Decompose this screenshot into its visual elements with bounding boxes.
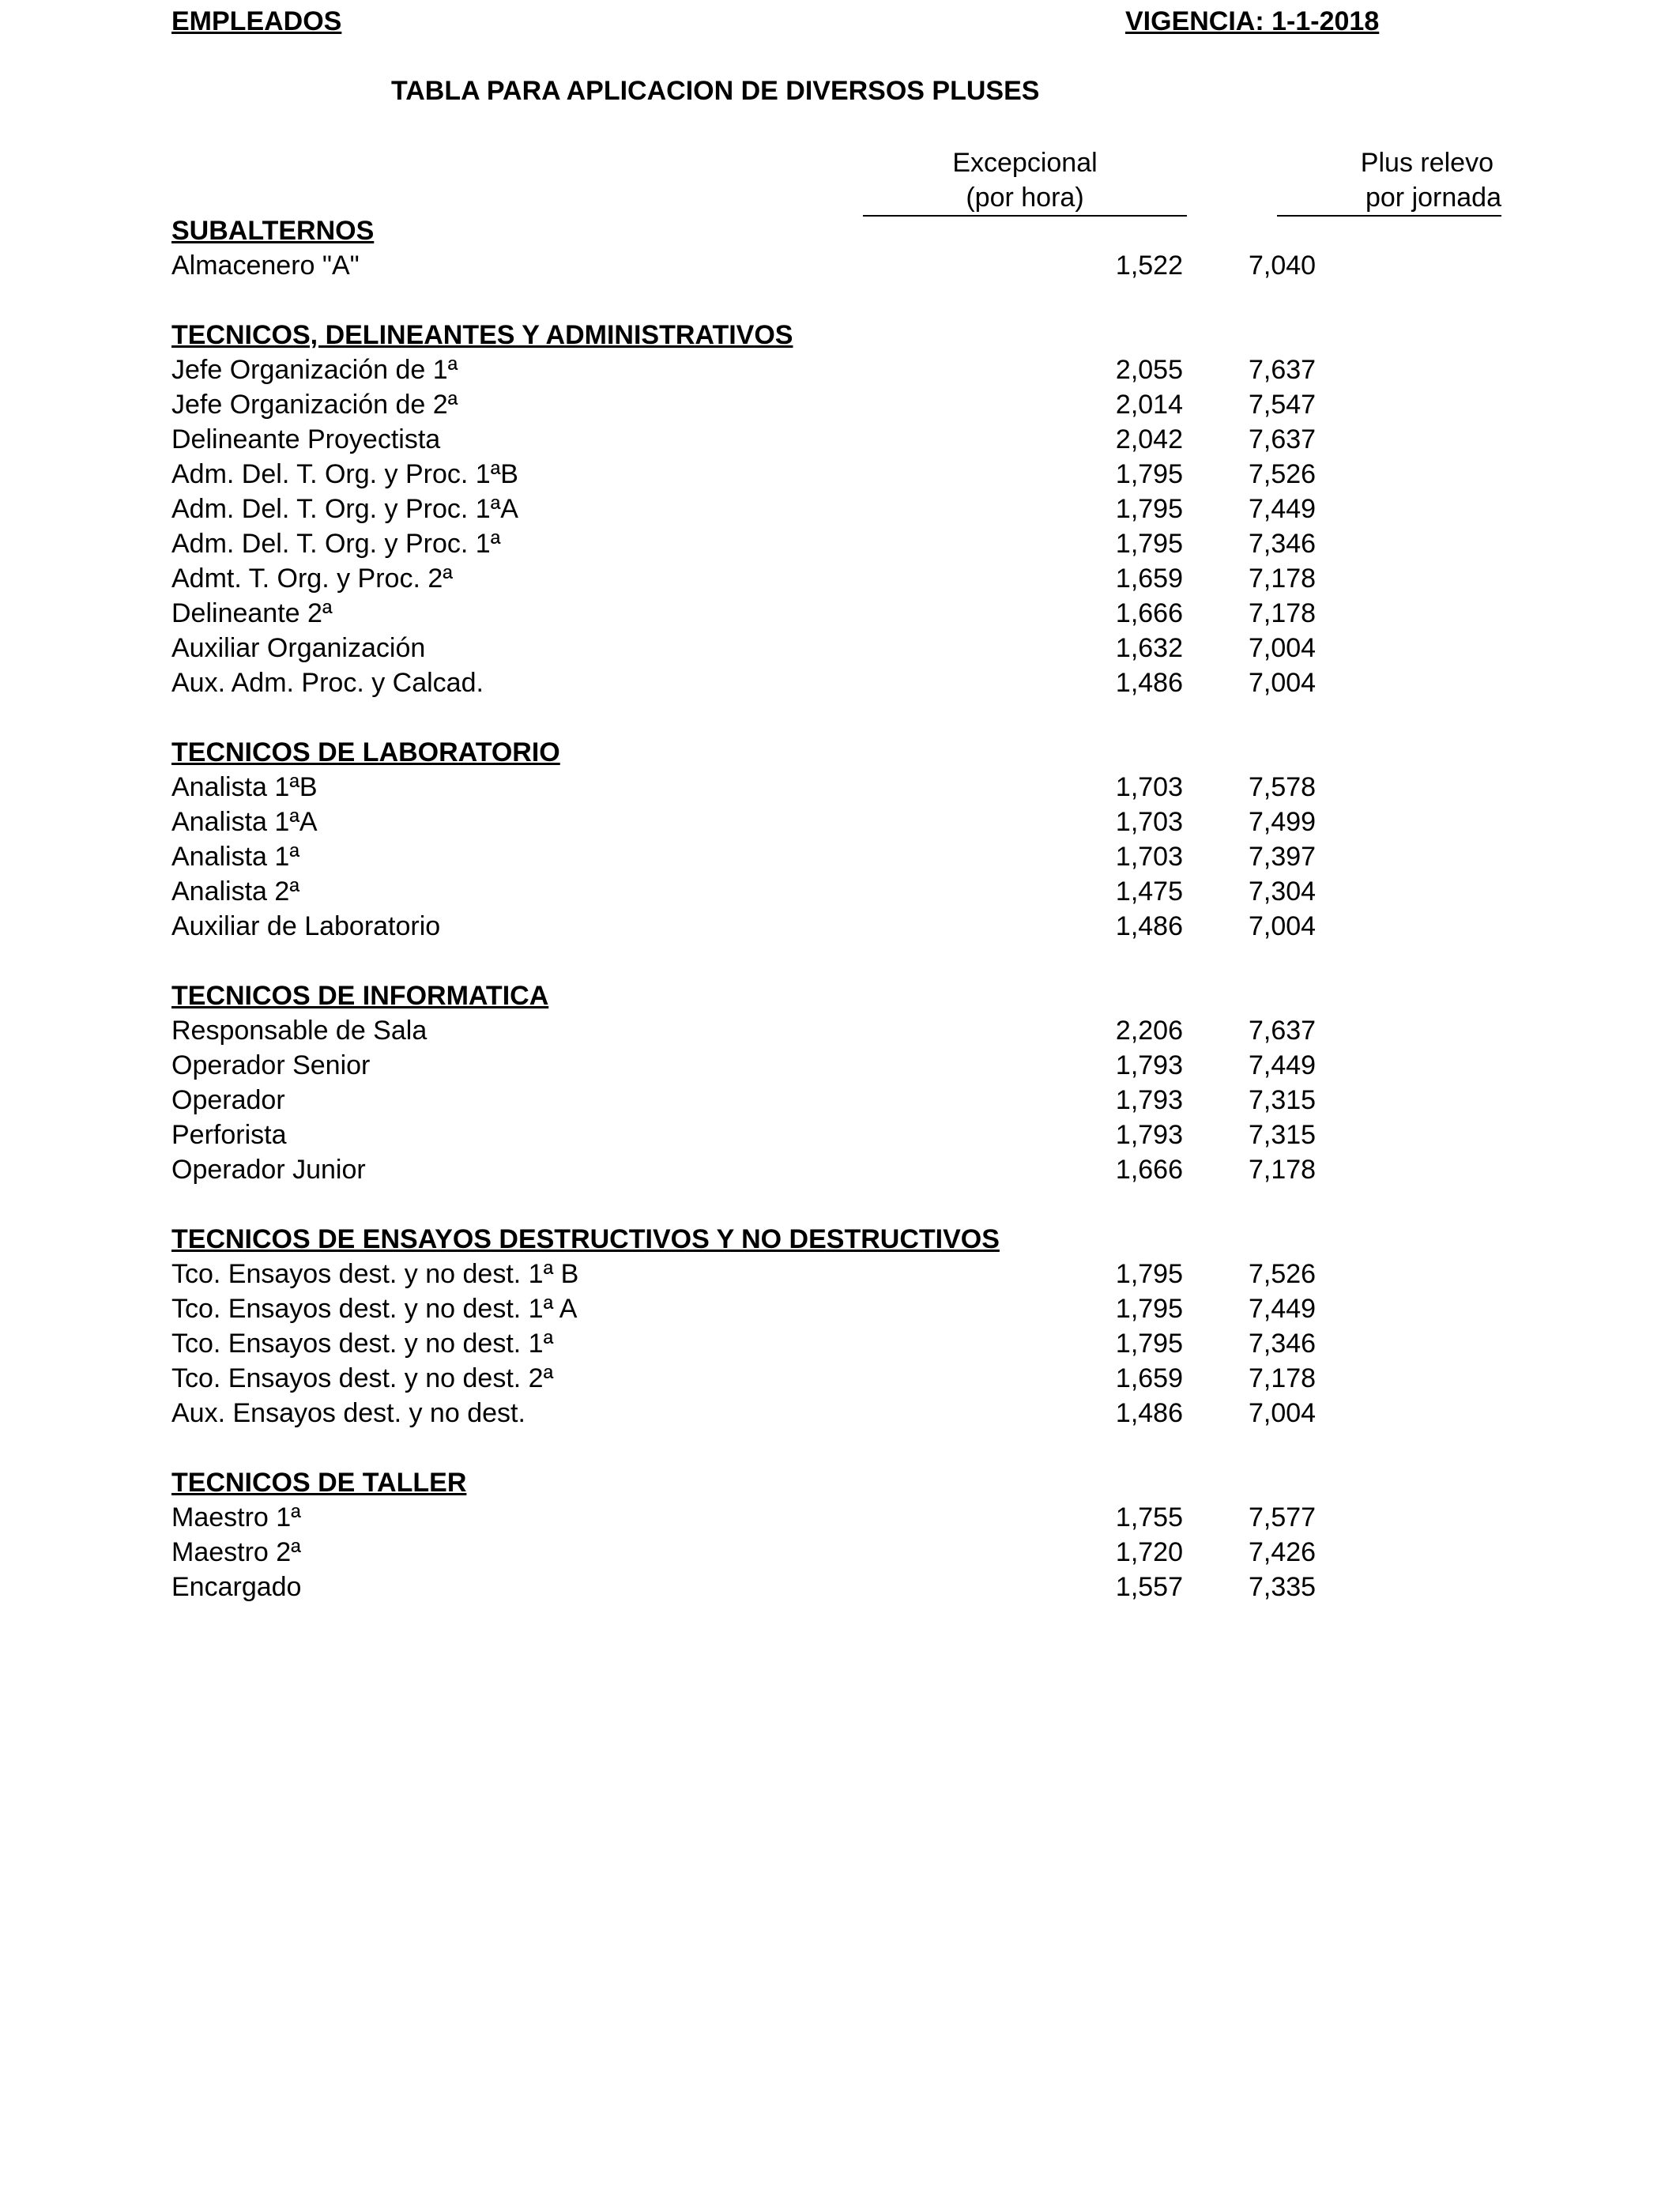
pluses-table: [171, 213, 1436, 1604]
row-excepcional-value: 1,486: [1115, 911, 1183, 941]
row-category-name: Tco. Ensayos dest. y no dest. 1ª A: [171, 1294, 578, 1324]
row-category-name: Perforista: [171, 1120, 287, 1150]
row-relevo-value: 7,526: [1249, 1259, 1317, 1289]
row-category-name: Tco. Ensayos dest. y no dest. 1ª B: [171, 1259, 579, 1289]
table-row: [171, 1570, 1436, 1604]
table-row: [171, 1257, 1436, 1291]
row-excepcional-value: 1,632: [1115, 633, 1183, 663]
row-category-name: Tco. Ensayos dest. y no dest. 2ª: [171, 1363, 554, 1393]
row-relevo-value: 7,449: [1249, 494, 1317, 524]
table-row: [171, 1361, 1436, 1396]
row-category-name: Jefe Organización de 2ª: [171, 390, 458, 420]
page-title: TABLA PARA APLICACION DE DIVERSOS PLUSES: [391, 76, 1040, 106]
column-header-excepcional-line1: Excepcional: [952, 148, 1098, 178]
row-category-name: Encargado: [171, 1572, 302, 1602]
row-category-name: Analista 1ªB: [171, 772, 318, 802]
table-row: [171, 909, 1436, 944]
row-category-name: Adm. Del. T. Org. y Proc. 1ª: [171, 529, 501, 559]
table-row: [171, 1152, 1436, 1187]
section-title: TECNICOS DE TALLER: [171, 1468, 467, 1498]
row-excepcional-value: 1,666: [1115, 1155, 1183, 1185]
row-relevo-value: 7,449: [1249, 1050, 1317, 1080]
section-title: TECNICOS DE ENSAYOS DESTRUCTIVOS Y NO DESTRUCTIVOS: [171, 1224, 1000, 1254]
row-relevo-value: 7,335: [1249, 1572, 1317, 1602]
row-category-name: Maestro 2ª: [171, 1537, 301, 1567]
row-category-name: Maestro 1ª: [171, 1502, 301, 1532]
row-excepcional-value: 1,795: [1115, 459, 1183, 489]
row-relevo-value: 7,577: [1249, 1502, 1317, 1532]
row-relevo-value: 7,178: [1249, 598, 1317, 628]
row-category-name: Delineante Proyectista: [171, 424, 441, 454]
row-category-name: Admt. T. Org. y Proc. 2ª: [171, 564, 453, 594]
column-header-relevo-line1: Plus relevo: [1360, 148, 1494, 178]
row-excepcional-value: 2,042: [1115, 424, 1183, 454]
table-row: [171, 1013, 1436, 1048]
row-relevo-value: 7,040: [1249, 251, 1317, 281]
table-row: [171, 805, 1436, 839]
table-row: [171, 1326, 1436, 1361]
row-category-name: Aux. Adm. Proc. y Calcad.: [171, 668, 484, 698]
table-row: [171, 352, 1436, 387]
row-excepcional-value: 1,795: [1115, 1294, 1183, 1324]
row-relevo-value: 7,526: [1249, 459, 1317, 489]
row-excepcional-value: 1,475: [1115, 876, 1183, 907]
column-header-excepcional: [863, 145, 1187, 217]
table-row: [171, 1500, 1436, 1535]
row-excepcional-value: 1,755: [1115, 1502, 1183, 1532]
column-header-relevo-line2: por jornada: [1277, 180, 1501, 217]
table-section: [171, 318, 1436, 700]
row-excepcional-value: 1,703: [1115, 772, 1183, 802]
table-row: [171, 457, 1436, 492]
table-section: [171, 213, 1436, 283]
row-category-name: Aux. Ensayos dest. y no dest.: [171, 1398, 525, 1428]
row-excepcional-value: 1,720: [1115, 1537, 1183, 1567]
row-excepcional-value: 2,206: [1115, 1016, 1183, 1046]
row-category-name: Adm. Del. T. Org. y Proc. 1ªA: [171, 494, 518, 524]
row-relevo-value: 7,637: [1249, 1016, 1317, 1046]
section-title: SUBALTERNOS: [171, 216, 375, 246]
row-relevo-value: 7,637: [1249, 424, 1317, 454]
table-row: [171, 1535, 1436, 1570]
table-row: [171, 839, 1436, 874]
row-excepcional-value: 1,659: [1115, 564, 1183, 594]
row-relevo-value: 7,547: [1249, 390, 1317, 420]
row-excepcional-value: 1,793: [1115, 1085, 1183, 1115]
row-excepcional-value: 1,703: [1115, 807, 1183, 837]
table-row: [171, 665, 1436, 700]
row-relevo-value: 7,004: [1249, 668, 1317, 698]
row-category-name: Analista 2ª: [171, 876, 299, 907]
row-relevo-value: 7,315: [1249, 1085, 1317, 1115]
section-title: TECNICOS, DELINEANTES Y ADMINISTRATIVOS: [171, 320, 793, 350]
table-row: [171, 770, 1436, 805]
row-relevo-value: 7,304: [1249, 876, 1317, 907]
row-excepcional-value: 1,793: [1115, 1050, 1183, 1080]
table-section: [171, 1465, 1436, 1604]
section-title: TECNICOS DE LABORATORIO: [171, 737, 560, 767]
row-excepcional-value: 1,795: [1115, 1329, 1183, 1359]
row-relevo-value: 7,449: [1249, 1294, 1317, 1324]
table-row: [171, 492, 1436, 526]
row-excepcional-value: 2,014: [1115, 390, 1183, 420]
row-category-name: Analista 1ªA: [171, 807, 318, 837]
table-row: [171, 596, 1436, 631]
table-section: [171, 735, 1436, 944]
row-category-name: Delineante 2ª: [171, 598, 333, 628]
row-category-name: Tco. Ensayos dest. y no dest. 1ª: [171, 1329, 554, 1359]
row-relevo-value: 7,426: [1249, 1537, 1317, 1567]
table-row: [171, 422, 1436, 457]
column-header-relevo: [1277, 145, 1501, 217]
row-relevo-value: 7,637: [1249, 355, 1317, 385]
row-relevo-value: 7,178: [1249, 1363, 1317, 1393]
row-relevo-value: 7,004: [1249, 911, 1317, 941]
row-category-name: Adm. Del. T. Org. y Proc. 1ªB: [171, 459, 518, 489]
row-relevo-value: 7,004: [1249, 633, 1317, 663]
row-category-name: Auxiliar Organización: [171, 633, 426, 663]
row-excepcional-value: 1,703: [1115, 842, 1183, 872]
table-section: [171, 1222, 1436, 1431]
table-row: [171, 561, 1436, 596]
table-row: [171, 526, 1436, 561]
row-category-name: Operador Senior: [171, 1050, 371, 1080]
row-excepcional-value: 1,793: [1115, 1120, 1183, 1150]
table-row: [171, 1118, 1436, 1152]
row-excepcional-value: 1,486: [1115, 1398, 1183, 1428]
row-category-name: Operador: [171, 1085, 285, 1115]
row-category-name: Auxiliar de Laboratorio: [171, 911, 441, 941]
column-header-excepcional-line2: (por hora): [863, 180, 1187, 217]
table-row: [171, 1048, 1436, 1083]
row-relevo-value: 7,397: [1249, 842, 1317, 872]
table-row: [171, 631, 1436, 665]
row-relevo-value: 7,346: [1249, 529, 1317, 559]
row-excepcional-value: 1,666: [1115, 598, 1183, 628]
row-relevo-value: 7,578: [1249, 772, 1317, 802]
row-excepcional-value: 1,557: [1115, 1572, 1183, 1602]
row-category-name: Jefe Organización de 1ª: [171, 355, 458, 385]
row-relevo-value: 7,178: [1249, 564, 1317, 594]
row-excepcional-value: 2,055: [1115, 355, 1183, 385]
table-row: [171, 1396, 1436, 1431]
row-excepcional-value: 1,795: [1115, 494, 1183, 524]
row-category-name: Responsable de Sala: [171, 1016, 428, 1046]
employees-header: EMPLEADOS: [171, 6, 342, 36]
row-excepcional-value: 1,795: [1115, 1259, 1183, 1289]
row-category-name: Almacenero "A": [171, 251, 360, 281]
row-category-name: Analista 1ª: [171, 842, 299, 872]
table-row: [171, 1291, 1436, 1326]
row-excepcional-value: 1,486: [1115, 668, 1183, 698]
table-section: [171, 978, 1436, 1187]
row-excepcional-value: 1,795: [1115, 529, 1183, 559]
table-row: [171, 1083, 1436, 1118]
row-excepcional-value: 1,522: [1115, 251, 1183, 281]
row-excepcional-value: 1,659: [1115, 1363, 1183, 1393]
table-row: [171, 387, 1436, 422]
validity-date-header: VIGENCIA: 1-1-2018: [1125, 6, 1380, 36]
row-relevo-value: 7,004: [1249, 1398, 1317, 1428]
row-relevo-value: 7,499: [1249, 807, 1317, 837]
table-row: [171, 874, 1436, 909]
row-relevo-value: 7,346: [1249, 1329, 1317, 1359]
row-category-name: Operador Junior: [171, 1155, 366, 1185]
row-relevo-value: 7,178: [1249, 1155, 1317, 1185]
section-title: TECNICOS DE INFORMATICA: [171, 981, 549, 1011]
row-relevo-value: 7,315: [1249, 1120, 1317, 1150]
table-row: [171, 248, 1436, 283]
